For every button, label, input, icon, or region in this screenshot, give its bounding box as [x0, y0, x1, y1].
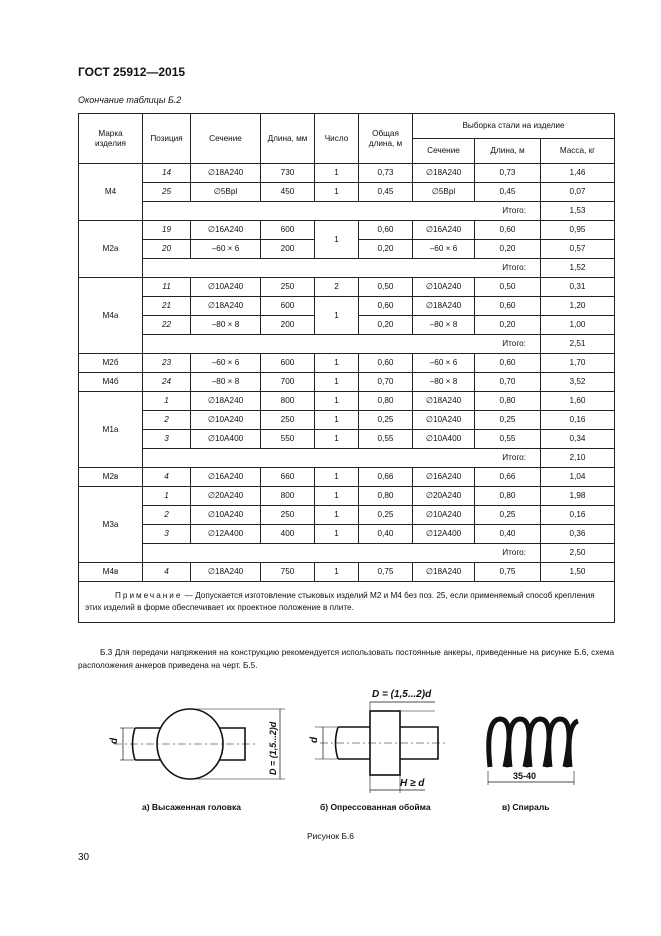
cell: 1	[315, 392, 359, 411]
cell: 1	[315, 487, 359, 506]
total-row	[79, 544, 615, 563]
label-b: б) Опрессованная обойма	[320, 802, 431, 812]
note-text: — Допускается изготовление стыковых изделий М2 и М4 без поз. 25, если применяемый способ крепления этих изделий в форме обеспечивает их проектное положение в плите.	[85, 591, 595, 612]
cell: ∅10А400	[413, 430, 475, 449]
cell-mark: М4б	[79, 373, 143, 392]
cell: ∅16А240	[413, 221, 475, 240]
cell: 0,16	[541, 411, 615, 430]
cell: 550	[261, 430, 315, 449]
cell: 730	[261, 164, 315, 183]
page-number: 30	[78, 852, 90, 863]
cell: ∅10А240	[413, 411, 475, 430]
cell: ∅10А240	[191, 506, 261, 525]
cell: 21	[143, 297, 191, 316]
cell: 700	[261, 373, 315, 392]
cell: ∅18А240	[191, 164, 261, 183]
cell: ∅18А240	[191, 297, 261, 316]
cell: 0,75	[359, 563, 413, 582]
cell: 1,04	[541, 468, 615, 487]
cell: 1	[315, 468, 359, 487]
cell: 0,73	[359, 164, 413, 183]
cell: ∅18А240	[413, 297, 475, 316]
cell: 1,20	[541, 297, 615, 316]
table-row	[79, 164, 615, 183]
cell: 1,70	[541, 354, 615, 373]
cell: ∅20А240	[191, 487, 261, 506]
cell: 0,95	[541, 221, 615, 240]
cell: 4	[143, 468, 191, 487]
figure-b6	[90, 675, 610, 825]
table-row	[79, 506, 615, 525]
cell: 200	[261, 240, 315, 259]
cell: 25	[143, 183, 191, 202]
total-row	[79, 335, 615, 354]
cell: 0,73	[475, 164, 541, 183]
col-header-selection: Выборка стали на изделие	[413, 114, 615, 139]
cell-mark: М4	[79, 164, 143, 221]
dim-a-D: D = (1,5...2)d	[268, 721, 278, 775]
col-header-total-length: Общая длина, м	[359, 114, 413, 164]
cell: 0,60	[359, 354, 413, 373]
cell: 0,36	[541, 525, 615, 544]
col-header-sel-mass: Масса, кг	[541, 139, 615, 164]
cell: 0,66	[475, 468, 541, 487]
cell: 1	[315, 506, 359, 525]
cell: 0,75	[475, 563, 541, 582]
cell: 750	[261, 563, 315, 582]
cell: 0,45	[359, 183, 413, 202]
col-header-length: Длина, мм	[261, 114, 315, 164]
table-row	[79, 525, 615, 544]
total-label: Итого:	[143, 544, 541, 563]
cell: 3	[143, 430, 191, 449]
cell: 20	[143, 240, 191, 259]
cell: 1,98	[541, 487, 615, 506]
cell-mark: М3а	[79, 487, 143, 563]
table-row	[79, 411, 615, 430]
cell: 1	[315, 354, 359, 373]
cell: –80 × 8	[413, 373, 475, 392]
cell: ∅18А240	[413, 164, 475, 183]
cell-mark: М4в	[79, 563, 143, 582]
cell: –60 × 6	[413, 354, 475, 373]
paragraph-b3: Б.3 Для передачи напряжения на конструкцию рекомендуется использовать постоянные анкеры, приведенные на рисунке Б.6, схема расположения анкеров приведена на черт. Б.5.	[78, 648, 614, 670]
cell: 0,50	[359, 278, 413, 297]
cell: 1	[315, 164, 359, 183]
total-value: 1,52	[541, 259, 615, 278]
cell: 1	[315, 525, 359, 544]
col-header-count: Число	[315, 114, 359, 164]
total-label: Итого:	[143, 335, 541, 354]
cell: 1,46	[541, 164, 615, 183]
cell: 0,50	[475, 278, 541, 297]
cell: 0,40	[475, 525, 541, 544]
table-row	[79, 373, 615, 392]
cell: ∅10А240	[191, 278, 261, 297]
table-row	[79, 278, 615, 297]
total-value: 2,10	[541, 449, 615, 468]
cell: 250	[261, 411, 315, 430]
dim-b-D: D = (1,5...2)d	[372, 689, 432, 700]
cell: 450	[261, 183, 315, 202]
cell: 0,20	[359, 316, 413, 335]
cell: 23	[143, 354, 191, 373]
table-row	[79, 354, 615, 373]
cell: ∅16А240	[413, 468, 475, 487]
cell: 0,80	[359, 392, 413, 411]
cell: ∅18А240	[413, 392, 475, 411]
table-row	[79, 468, 615, 487]
table-caption: Окончание таблицы Б.2	[78, 95, 182, 105]
document-header: ГОСТ 25912—2015	[78, 65, 186, 79]
cell: 600	[261, 221, 315, 240]
cell: ∅12А400	[413, 525, 475, 544]
cell: 0,60	[359, 221, 413, 240]
cell: ∅18А240	[191, 392, 261, 411]
col-header-section: Сечение	[191, 114, 261, 164]
cell: 0,16	[541, 506, 615, 525]
dim-b-H: H ≥ d	[400, 778, 425, 789]
cell: 2	[143, 411, 191, 430]
cell: ∅16А240	[191, 221, 261, 240]
cell: –80 × 8	[191, 373, 261, 392]
cell: ∅10А400	[191, 430, 261, 449]
total-value: 1,53	[541, 202, 615, 221]
table-row	[79, 487, 615, 506]
cell: 1	[315, 411, 359, 430]
total-row	[79, 259, 615, 278]
cell: 1	[315, 430, 359, 449]
cell: 0,31	[541, 278, 615, 297]
cell: 0,60	[475, 297, 541, 316]
cell: 0,70	[359, 373, 413, 392]
cell: 0,40	[359, 525, 413, 544]
cell-mark: М1а	[79, 392, 143, 468]
cell: –60 × 6	[191, 240, 261, 259]
cell: ∅10А240	[413, 506, 475, 525]
cell: 0,34	[541, 430, 615, 449]
total-row	[79, 202, 615, 221]
cell: 250	[261, 278, 315, 297]
cell-mark: М2в	[79, 468, 143, 487]
cell: ∅10А240	[413, 278, 475, 297]
cell: 22	[143, 316, 191, 335]
cell: 0,70	[475, 373, 541, 392]
table-row	[79, 221, 615, 240]
cell: 200	[261, 316, 315, 335]
spiral-c	[489, 719, 578, 767]
cell: 1,00	[541, 316, 615, 335]
cell: 800	[261, 487, 315, 506]
cell: 19	[143, 221, 191, 240]
cell: 3,52	[541, 373, 615, 392]
cell: ∅18А240	[413, 563, 475, 582]
cell: 1	[143, 487, 191, 506]
table-row	[79, 183, 615, 202]
label-c: в) Спираль	[502, 802, 550, 812]
cell: 1,50	[541, 563, 615, 582]
steel-selection-table	[78, 113, 615, 623]
table-row	[79, 297, 615, 316]
cell: 14	[143, 164, 191, 183]
cell-mark: М2б	[79, 354, 143, 373]
cell: 0,80	[475, 487, 541, 506]
cell: 0,20	[359, 240, 413, 259]
cell: ∅5Bpl	[191, 183, 261, 202]
cell: 600	[261, 297, 315, 316]
cell-mark: М2а	[79, 221, 143, 278]
cell: 1	[315, 297, 359, 335]
total-value: 2,50	[541, 544, 615, 563]
cell: ∅10А240	[191, 411, 261, 430]
cell: 0,80	[475, 392, 541, 411]
cell: 2	[143, 506, 191, 525]
cell: 2	[315, 278, 359, 297]
cell: 1	[315, 563, 359, 582]
cell: ∅20А240	[413, 487, 475, 506]
cell-mark: М4а	[79, 278, 143, 354]
note-label: Примечание	[115, 591, 183, 600]
cell: 11	[143, 278, 191, 297]
total-value: 2,51	[541, 335, 615, 354]
cell: ∅12А400	[191, 525, 261, 544]
table-row	[79, 563, 615, 582]
table-note	[79, 582, 615, 623]
cell: –80 × 8	[413, 316, 475, 335]
cell: –60 × 6	[413, 240, 475, 259]
cell: 0,66	[359, 468, 413, 487]
cell: ∅18А240	[191, 563, 261, 582]
total-label: Итого:	[143, 259, 541, 278]
cell: 0,25	[475, 506, 541, 525]
cell: ∅5Bpl	[413, 183, 475, 202]
cell: 1	[315, 183, 359, 202]
cell: 3	[143, 525, 191, 544]
cell: 0,55	[359, 430, 413, 449]
col-header-mark: Марка изделия	[79, 114, 143, 164]
figure-caption: Рисунок Б.6	[306, 831, 355, 841]
cell: –60 × 6	[191, 354, 261, 373]
cell: 400	[261, 525, 315, 544]
cell: 1	[315, 221, 359, 259]
cell: 1,60	[541, 392, 615, 411]
label-a: а) Высаженная головка	[142, 802, 241, 812]
cell: 0,25	[475, 411, 541, 430]
col-header-position: Позиция	[143, 114, 191, 164]
cell: 660	[261, 468, 315, 487]
cell: 800	[261, 392, 315, 411]
dim-b-d: d	[309, 736, 320, 743]
dim-c: 35-40	[513, 771, 537, 781]
cell: ∅16А240	[191, 468, 261, 487]
total-label: Итого:	[143, 202, 541, 221]
cell: 600	[261, 354, 315, 373]
cell: 0,57	[541, 240, 615, 259]
total-label: Итого:	[143, 449, 541, 468]
cell: 0,20	[475, 316, 541, 335]
cell: –80 × 8	[191, 316, 261, 335]
total-row	[79, 449, 615, 468]
cell: 0,45	[475, 183, 541, 202]
cell: 0,25	[359, 411, 413, 430]
cell: 0,80	[359, 487, 413, 506]
col-header-sel-section: Сечение	[413, 139, 475, 164]
cell: 0,20	[475, 240, 541, 259]
cell: 0,07	[541, 183, 615, 202]
dim-a-d: d	[109, 737, 120, 744]
col-header-sel-length: Длина, м	[475, 139, 541, 164]
cell: 0,60	[475, 221, 541, 240]
table-row	[79, 430, 615, 449]
cell: 24	[143, 373, 191, 392]
cell: 4	[143, 563, 191, 582]
cell: 0,55	[475, 430, 541, 449]
cell: 0,25	[359, 506, 413, 525]
cell: 0,60	[359, 297, 413, 316]
table-row	[79, 392, 615, 411]
cell: 1	[315, 373, 359, 392]
cell: 0,60	[475, 354, 541, 373]
cell: 250	[261, 506, 315, 525]
cell: 1	[143, 392, 191, 411]
